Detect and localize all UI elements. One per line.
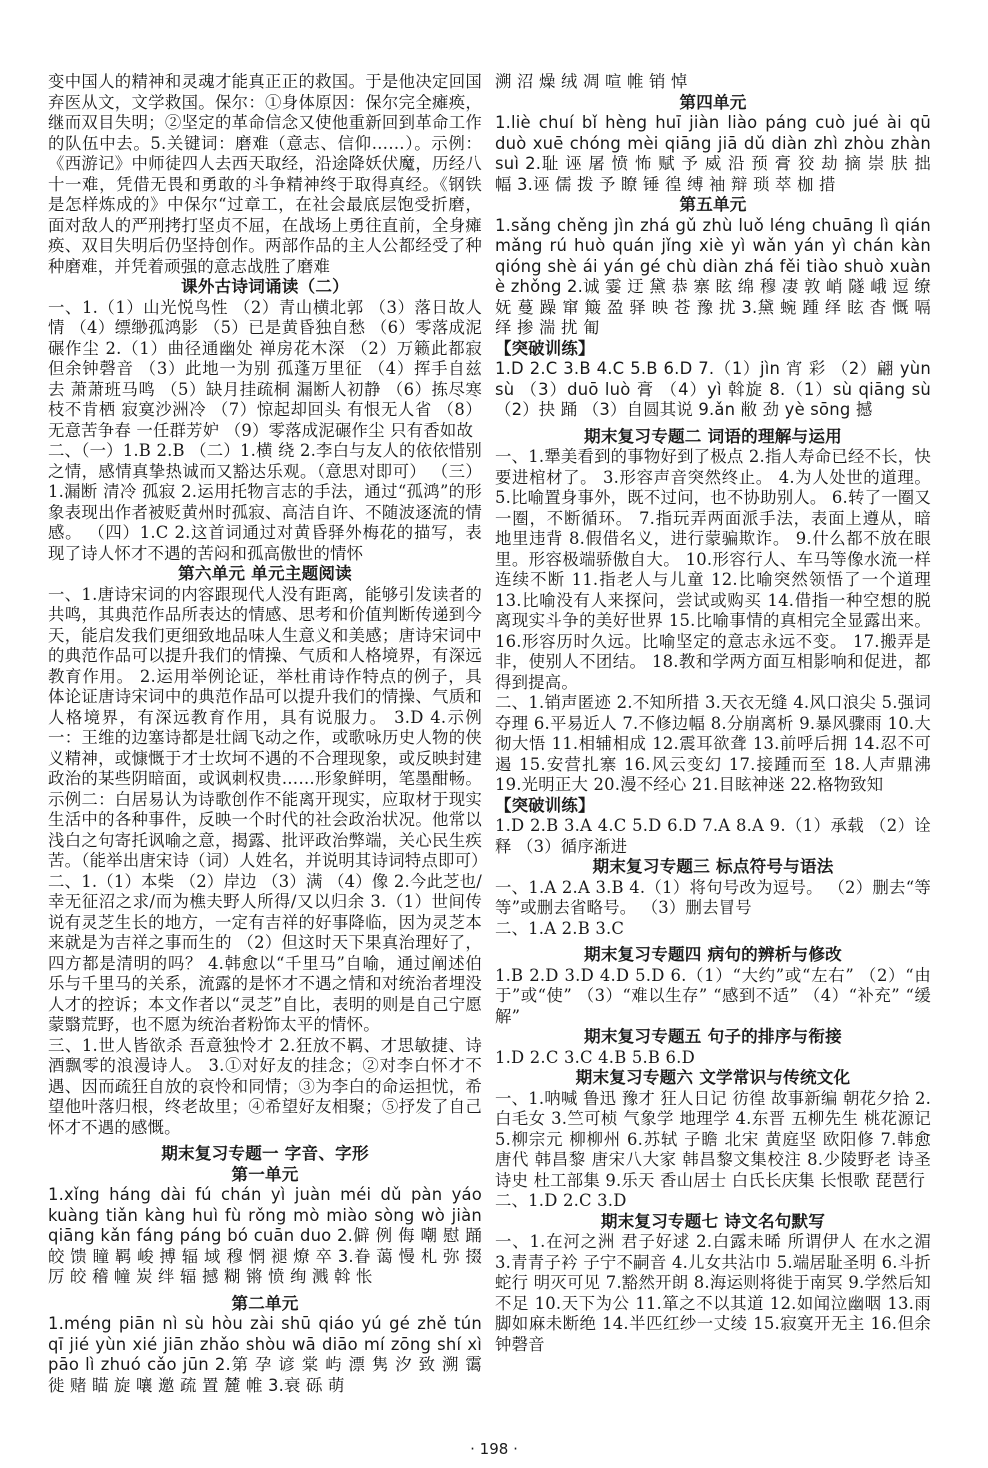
answer-paragraph: 一、1.（1）山光悦鸟性 （2）青山横北郭 （3）落日故人情 （4）缥缈孤鸿影 （5）已是黄昏独自愁 （6）零落成泥碾作尘 2.（1）曲径通幽处 禅房花木深 （2）万籁此都寂 但余钟磬音 （3）此地一为别 孤蓬万里征 （4）挥手自兹去 萧萧班马鸣 （5）缺月挂疏桐 漏断人初静 （6）拣尽寒枝不肯栖 寂寞沙洲冷 （7）惊起却回头 有恨无人省 （8）无意苦争春 一任群芳妒 （9）零落成泥碾作尘 只有香如故: [48, 297, 482, 440]
section-heading: 第六单元 单元主题阅读: [178, 564, 352, 583]
answer-paragraph: 1.liè chuí bǐ hèng huī jiàn liào páng cuò jué ài qū duò xuē chóng mèi qiāng jiā dǔ diàn zhì zhòu zhàn suì 2.耻 诬 屠 愤 怖 赋 予 威 沿 预 膏 狡 劫 摘 崇 肤 拙 幅 3.诬 儒 拨 予 瞭 锤 徨 缚 袖 辩 琐 萃 枷 措: [495, 113, 931, 194]
unit-heading: 第四单元: [679, 92, 747, 112]
answer-paragraph: 二、（一）1.B 2.B （二）1.横 绕 2.李白与友人的依依惜别之情，感情真挚热诚而又豁达乐观。（意思对即可） （三）1.漏断 清冷 孤寂 2.运用托物言志的手法，通过“孤鸿”的形象表现出作者被贬黄州时孤寂、高洁自许、不随波逐流的情感。 （四）1.C 2.这首词通过对黄昏驿外梅花的描写，表现了诗人怀才不遇的苦闷和孤高傲世的情怀: [48, 441, 482, 563]
answer-paragraph: 1.D 2.C 3.C 4.B 5.B 6.D: [495, 1047, 695, 1067]
section-heading: 期末复习专题五 句子的排序与衔接: [584, 1027, 842, 1046]
answer-paragraph: 1.xǐng háng dài fú chán yì juàn méi dǔ pàn yáo kuàng tiǎn kàng huì fù rǒng mò miào sòng wò jiàn qiāng kǎn fáng páng bó cuān duo 2.僻 例 侮 嘲 慰 踊 皎 馈 瞳 羁 峻 搏 辐 域 穆 惘 褪 燎 卒 3.眷 蔼 慢 札 弥 掇 厉 皎 稽 幢 炭 绊 辐 撼 糊 锵 愤 绚 溅 斡 怅: [48, 1185, 482, 1286]
section-heading: 期末复习专题七 诗文名句默写: [600, 1211, 826, 1231]
answer-paragraph: 1.sǎng chěng jìn zhá gǔ zhù luǒ léng chuāng lì qián mǎng rú huò quán jǐng xiè yì wǎn yán yì chán kàn qióng shè ái yán gé chù diàn zhá fěi tiào shuò xuàn è zhǒng 2.诚 霎 迂 黛 恭 寨 眩 绵 穆 凄 敦 峭 隧 峨 逗 缭 妩 蔓 躁 窜 簸 盈 驿 映 苍 豫 扰 3.黛 蜿 踵 绎 眩 杳 慨 嗝 绎 掺 湍 扰 匍: [495, 215, 931, 337]
section-heading: 期末复习专题二 词语的理解与运用: [584, 426, 842, 446]
answer-paragraph: 二、1.D 2.C 3.D: [495, 1191, 627, 1210]
answer-paragraph: 1.B 2.D 3.D 4.D 5.D 6.（1）“大约”或“左右” （2）“由于”或“使” （3）“难以生存” “感到不适” （4）“补充” “缓解”: [495, 965, 931, 1026]
answer-paragraph: 一、1.呐喊 鲁迅 豫才 狂人日记 彷徨 故事新编 朝花夕拾 2.白毛女 3.竺可桢 气象学 地理学 4.东晋 五柳先生 桃花源记 5.柳宗元 柳柳州 6.苏轼 子瞻 北宋 黄庭坚 欧阳修 7.韩愈 唐代 韩昌黎 唐宋八大家 韩昌黎文集校注 8.少陵野老 诗圣 诗史 杜工部集 9.乐天 香山居士 白氏长庆集 长恨歌 琵琶行: [495, 1088, 931, 1190]
unit-heading: 第五单元: [679, 195, 747, 214]
answer-paragraph: 1.D 2.C 3.B 4.C 5.B 6.D 7.（1）jìn 宵 彩 （2）翩 yùn sù （3）duō luò 膏 （4）yì 斡旋 8.（1）sù qiāng sù （2）抉 踊 （3）自圆其说 9.ǎn 敝 劲 yè sōng 撼: [495, 359, 931, 419]
answer-paragraph: 变中国人的精神和灵魂才能真正正的救国。于是他决定回国弃医从文，文学救国。保尔：①身体原因：保尔完全瘫痪，继而双目失明；②坚定的革命信念又使他重新回到革命工作的队伍中去。5.关键词：磨难（意志、信仰……）。示例：《西游记》中师徒四人去西天取经，沿途降妖伏魔，历经八十一难，凭借无畏和勇敢的斗争精神终于取得真经。《钢铁是怎样炼成的》中保尔“过章工，在社会最底层饱受折磨，面对敌人的严刑拷打坚贞不屈，在战场上勇往直前，全身瘫痪、双目失明后仍坚持创作。两部作品的主人公都经受了种种磨难，并凭着顽强的意志战胜了磨难: [48, 72, 482, 276]
answer-paragraph: 一、1.犟美看到的事物好到了极点 2.指人寿命已经不长，快要进棺材了。 3.形容声音突然终止。 4.为人处世的道理。 5.比喻置身事外，既不过问，也不协助别人。 6.转了一圈又一圈，不断循环。 7.指玩弄两面派手法，表面上遵从，暗地里违背 8.假借名义，进行蒙骗欺诈。 9.什么都不放在眼里。形容极端骄傲自大。 10.形容行人、车马等像水流一样连续不断 11.指老人与儿童 12.比喻突然领悟了一个道理 13.比喻没有人来探问，尝试或购买 14.借指一种空想的脱离现实斗争的美好世界 15.比喻事情的真相完全显露出来。 16.形容历时久远。比喻坚定的意志永远不变。 17.搬弄是非，使别人不团结。 18.教和学两方面互相影响和促进，都得到提高。: [495, 447, 931, 692]
section-heading: 期末复习专题三 标点符号与语法: [592, 857, 834, 876]
answer-paragraph: 1.D 2.B 3.A 4.C 5.D 6.D 7.A 8.A 9.（1）承载 （2）诠释 （3）循序渐进: [495, 816, 931, 856]
unit-heading: 第一单元: [231, 1164, 299, 1184]
answer-paragraph: 三、1.世人皆欲杀 吾意独怜才 2.狂放不羁、才思敏捷、诗酒飘零的浪漫诗人。 3.①对好友的挂念；②对李白怀才不遇、因而疏狂自放的哀怜和同情；③为李白的命运担忧，希望他叶落归根，终老故里；④希望好友相聚；⑤抒发了自己怀才不遇的感慨。: [48, 1035, 482, 1137]
section-heading: 课外古诗词诵读（二）: [181, 277, 349, 296]
answer-paragraph: 二、1.销声匿迹 2.不知所措 3.天衣无缝 4.风口浪尖 5.强词夺理 6.平易近人 7.不修边幅 8.分崩离析 9.暴风骤雨 10.大彻大悟 11.相辅相成 12.震耳欲聋 13.前呼后拥 14.忍不可遏 15.安营扎寨 16.风云变幻 17.接踵而至 18.人声鼎沸 19.光明正大 20.漫不经心 21.目眩神迷 22.格物致知: [495, 693, 931, 794]
practice-tag: 【突破训练】: [495, 795, 595, 815]
section-heading: 期末复习专题四 病句的辨析与修改: [584, 945, 842, 964]
answer-paragraph: 二、1.（1）本柴 （2）岸边 （3）满 （4）像 2.今此芝也/幸无征沼之求/而为樵夫野人所得/又以归余 3.（1）世间传说有灵芝生长的地方，一定有吉祥的好事降临，因为灵芝本来就是为吉祥之事而生的 （2）但这时天下果真治理好了，四方都是清明的吗？ 4.韩愈以“千里马”自喻，通过阐述伯乐与千里马的关系，流露的是怀才不遇之情和对统治者埋没人才的控诉；本文作者以“灵芝”自比，表明的则是自己宁愿蒙翳荒野，也不愿为统治者粉饰太平的情怀。: [48, 871, 482, 1034]
answer-paragraph: 溯 沼 燥 绒 凋 喧 帷 销 悼: [495, 72, 688, 91]
answer-paragraph: 1.méng piān nì sù hòu zài shū qiáo yú gé zhě tún qī jié yùn xié jiān zhǎo shòu wā diāo mí zōng shí xì pāo lì zhuó cǎo jūn 2.第 孕 谚 棠 屿 漂 隽 汐 致 溯 霭 徙 赌 瞄 旋 嚷 邀 疏 置 麓 帷 3.衰 砾 萌: [48, 1314, 482, 1395]
answer-paragraph: 二、1.A 2.B 3.C: [495, 918, 625, 938]
left-column: [48, 72, 488, 1396]
page-number: · 198 ·: [470, 1440, 518, 1458]
right-column: [495, 72, 931, 1355]
answer-paragraph: 一、1.唐诗宋词的内容跟现代人没有距离，能够引发读者的共鸣，其典范作品所表达的情感、思考和价值判断传递到今天，能启发我们更细致地品味人生意义和美感；唐诗宋词中的典范作品可以提升我们的情操、气质和人格境界，有深远教育作用。 2.运用举例论证，举杜甫诗作特点的例子，具体论证唐诗宋词中的典范作品可以提升我们的情操、气质和人格境界，有深远教育作用，具有说服力。 3.D 4.示例一：王维的边塞诗都是壮阔飞动之作，或歌咏历史人物的侠义精神，或慷慨于才士坎坷不遇的不合理现象，或反映封建政治的某些阴暗面，或讽刺权贵……形象鲜明，笔墨酣畅。示例二：白居易认为诗歌创作不能离开现实，应取材于现实生活中的各种事件，反映一个时代的社会政治状况。他常以浅白之句寄托讽喻之意，揭露、批评政治弊端，关心民生疾苦。（能举出唐宋诗（词）人姓名，并说明其诗词特点即可）: [48, 584, 488, 870]
practice-tag: 【突破训练】: [495, 338, 595, 358]
section-heading: 期末复习专题一 字音、字形: [161, 1144, 369, 1163]
unit-heading: 第二单元: [231, 1293, 299, 1313]
section-heading: 期末复习专题六 文学常识与传统文化: [575, 1068, 851, 1087]
answer-paragraph: 一、1.在河之洲 君子好逑 2.白露未晞 所谓伊人 在水之湄 3.青青子衿 子宁不嗣音 4.儿女共沾巾 5.端居耻圣明 6.斗折蛇行 明灭可见 7.豁然开朗 8.海运则将徙于南冥 9.学然后知不足 10.天下为公 11.箪之不以其道 12.如闻泣幽咽 13.雨脚如麻未断绝 14.半匹红纱一丈绫 15.寂寞开无主 16.但余钟磬音: [495, 1232, 931, 1354]
answer-paragraph: 一、1.A 2.A 3.B 4.（1）将句号改为逗号。 （2）删去“等等”或删去省略号。 （3）删去冒号: [495, 877, 931, 917]
